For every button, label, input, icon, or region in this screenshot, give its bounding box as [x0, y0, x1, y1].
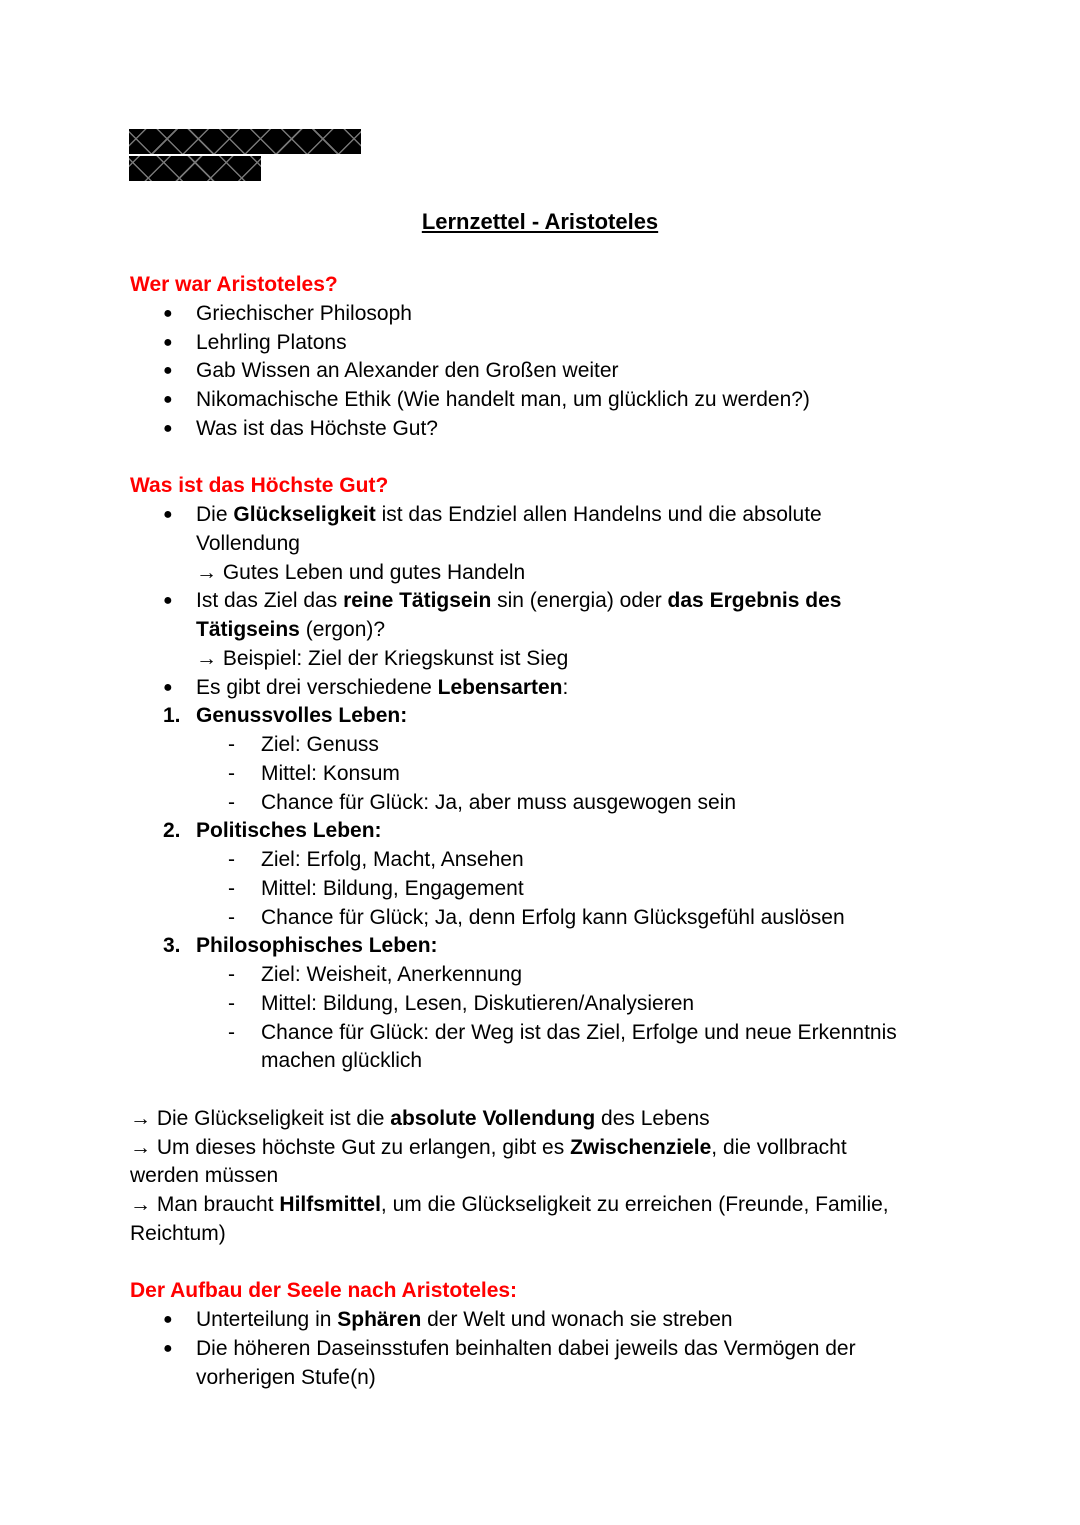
dash-item	[261, 789, 736, 818]
paragraph-line	[130, 1191, 889, 1220]
bold-text: Sphären	[337, 1308, 422, 1331]
paragraph-line	[130, 1220, 226, 1249]
bold-text: Was ist das Höchste Gut?	[130, 474, 389, 498]
list-number: 3.	[163, 934, 181, 958]
numbered-item	[196, 817, 382, 846]
redacted-name-block	[129, 129, 361, 154]
dash-item	[261, 1019, 897, 1048]
dash-item	[261, 904, 845, 933]
numbered-item	[196, 932, 438, 961]
bold-text: Politisches Leben:	[196, 819, 382, 843]
dash-item	[261, 846, 524, 875]
text: Mittel: Bildung, Lesen, Diskutieren/Analysieren	[261, 991, 695, 1015]
text: Chance für Glück: Ja, aber muss ausgewogen sein	[261, 790, 737, 814]
list-number: 1.	[163, 704, 181, 728]
dash-item	[261, 875, 524, 904]
bullet-item	[196, 1306, 733, 1335]
numbered-item	[196, 702, 407, 731]
text: → Die Glückseligkeit ist die	[130, 1106, 391, 1130]
bullet-item	[196, 501, 822, 530]
text: → Man braucht	[130, 1193, 280, 1216]
bullet-continuation	[196, 559, 525, 588]
bullet-continuation	[196, 616, 385, 645]
text: der Welt und wonach sie streben	[421, 1308, 733, 1331]
page-title: Lernzettel - Aristoteles	[421, 209, 659, 234]
bullet-continuation	[196, 1364, 376, 1393]
bullet-continuation	[196, 645, 568, 674]
text: werden müssen	[130, 1164, 279, 1188]
bullet-item	[196, 300, 412, 329]
dash-icon: -	[228, 761, 235, 785]
text: Ziel: Weisheit, Anerkennung	[261, 963, 523, 986]
bullet-icon: ●	[163, 333, 173, 351]
text: machen glücklich	[261, 1049, 423, 1073]
redacted-name-block	[129, 156, 261, 181]
dash-icon: -	[228, 790, 235, 814]
paragraph-line	[130, 1105, 710, 1134]
text: Lehrling Platons	[196, 330, 347, 354]
bold-text: das Ergebnis des	[667, 589, 842, 613]
dash-item	[261, 731, 379, 760]
bold-text: Lebensarten	[437, 675, 563, 699]
text: Ziel: Erfolg, Macht, Ansehen	[261, 848, 524, 871]
text: Vollendung	[196, 531, 300, 555]
paragraph-line	[130, 1134, 847, 1163]
text: Gab Wissen an Alexander den Großen weiter	[196, 359, 619, 383]
text: Griechischer Philosoph	[196, 301, 412, 325]
text: → Um dieses höchste Gut zu erlangen, gibt es	[130, 1135, 571, 1159]
text: Mittel: Bildung, Engagement	[261, 876, 524, 900]
bullet-icon: ●	[163, 592, 173, 610]
dash-item	[261, 760, 400, 789]
bullet-icon: ●	[163, 391, 173, 408]
dash-icon: -	[228, 905, 235, 929]
text: , um die Glückseligkeit zu erreichen (Freunde, Familie,	[380, 1193, 889, 1216]
list-number: 2.	[163, 819, 181, 843]
dash-continuation	[261, 1047, 422, 1076]
text: Was ist das Höchste Gut?	[196, 416, 438, 440]
text: (ergon)?	[299, 618, 386, 641]
text: , die vollbracht	[711, 1135, 847, 1159]
text: sin (energia) oder	[491, 589, 668, 613]
dash-item	[261, 961, 522, 990]
bullet-item	[196, 415, 438, 444]
bullet-item	[196, 386, 810, 415]
text: Chance für Glück; Ja, denn Erfolg kann Glücksgefühl auslösen	[261, 905, 845, 929]
dash-icon: -	[228, 963, 235, 986]
bullet-icon: ●	[163, 419, 173, 437]
text: Die höheren Daseinsstufen beinhalten dabei jeweils das Vermögen der	[196, 1336, 856, 1360]
bold-text: Glückseligkeit	[233, 503, 376, 526]
bold-text: Philosophisches Leben:	[196, 934, 438, 958]
text: Ziel: Genuss	[261, 733, 379, 756]
bullet-icon: ●	[163, 506, 173, 523]
dash-item	[261, 990, 694, 1019]
text: ist das Endziel allen Handelns und die absolute	[375, 503, 822, 526]
text: des Lebens	[595, 1106, 710, 1130]
dash-icon: -	[228, 876, 235, 900]
bullet-icon: ●	[163, 1311, 173, 1328]
bold-text: Wer war Aristoteles?	[130, 273, 338, 296]
bullet-icon: ●	[163, 678, 173, 696]
bullet-item	[196, 329, 347, 358]
text: :	[562, 675, 569, 699]
text: Mittel: Konsum	[261, 761, 400, 785]
bullet-icon: ●	[163, 304, 173, 322]
bullet-item	[196, 587, 841, 616]
text: Es gibt drei verschiedene	[196, 675, 438, 699]
text: Ist das Ziel das	[196, 589, 344, 613]
dash-icon: -	[228, 733, 235, 756]
bullet-item	[196, 357, 619, 386]
bold-text: Der Aufbau der Seele nach Aristoteles:	[130, 1279, 518, 1303]
dash-icon: -	[228, 1020, 235, 1044]
section-heading	[130, 271, 338, 300]
dash-icon: -	[228, 991, 235, 1015]
bullet-icon: ●	[163, 1339, 173, 1357]
bold-text: Zwischenziele	[570, 1135, 712, 1159]
text: vorherigen Stufe(n)	[196, 1365, 376, 1389]
bold-text: Tätigseins	[196, 618, 300, 641]
section-heading	[130, 1277, 517, 1306]
paragraph-line	[130, 1162, 278, 1191]
bold-text: Hilfsmittel	[279, 1193, 381, 1216]
text: Chance für Glück: der Weg ist das Ziel, Erfolge und neue Erkenntnis	[261, 1020, 897, 1044]
bullet-item	[196, 1335, 856, 1364]
bullet-item	[196, 674, 568, 703]
text: → Gutes Leben und gutes Handeln	[196, 560, 526, 584]
bold-text: reine Tätigsein	[343, 589, 492, 613]
bullet-continuation	[196, 530, 300, 559]
bullet-icon: ●	[163, 362, 173, 380]
text: Reichtum)	[130, 1221, 226, 1245]
dash-icon: -	[228, 848, 235, 871]
section-heading	[130, 472, 388, 501]
text: → Beispiel: Ziel der Kriegskunst ist Sieg	[196, 646, 569, 670]
bold-text: Genussvolles Leben:	[196, 704, 408, 728]
text: Die	[196, 503, 234, 526]
text: Nikomachische Ethik (Wie handelt man, um glücklich zu werden?)	[196, 388, 810, 411]
text: Unterteilung in	[196, 1308, 338, 1331]
bold-text: absolute Vollendung	[390, 1106, 596, 1130]
